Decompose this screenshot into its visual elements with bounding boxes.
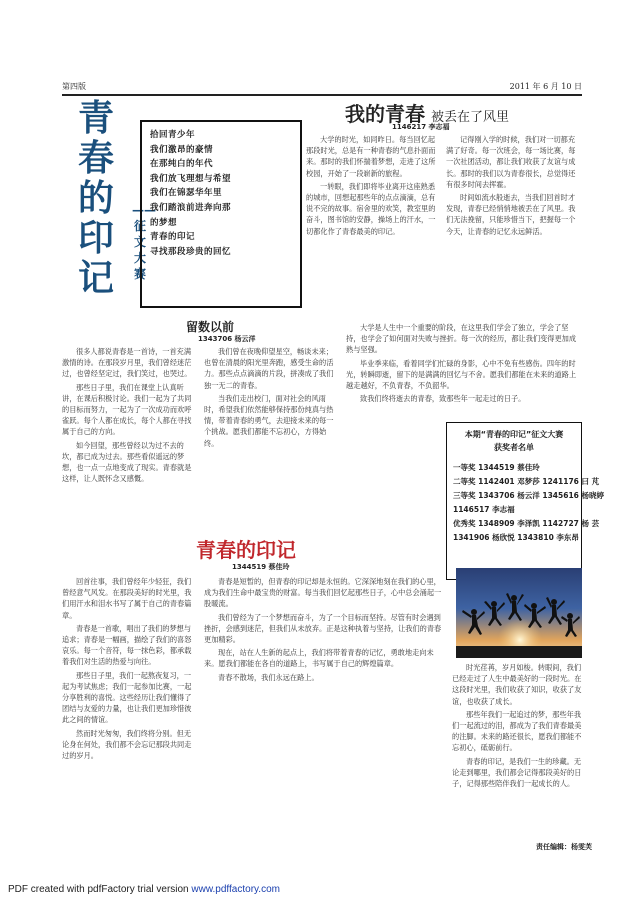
article3-column-3	[452, 662, 582, 836]
poem-line: 我们在锦瑟华年里	[150, 188, 223, 199]
poem-box	[140, 120, 302, 308]
poem-line: 在那纯白的年代	[150, 159, 214, 170]
paragraph: 时光荏苒，岁月如梭。转眼间，我们已经走过了人生中最美好的一段时光。在这段时光里，我们收获了知识，收获了友谊，也收获了成长。	[452, 663, 582, 706]
page-header	[62, 80, 582, 94]
article2-column-2	[204, 346, 340, 524]
paragraph: 青春不散场，我们永远在路上。	[218, 672, 319, 682]
article1-title-main: 我的青春	[345, 102, 425, 126]
article2-byline: 1343706 杨云洋	[198, 335, 256, 343]
poem-line: 我们放飞理想与希望	[150, 173, 232, 184]
paragraph: 我们曾经为了一个梦想而奋斗，为了一个目标而坚持。尽管有时会遇到挫折，会感到迷茫，但我们从未放弃。正是这种执着与坚持，让我们的青春更加精彩。	[204, 612, 442, 645]
paragraph: 很多人都说青春是一首诗，一首充满激情的诗。在那段岁月里，我们曾经迷茫过，也曾经坚定过，我们笑过，也哭过。	[62, 347, 192, 379]
paragraph: 那些日子里，我们一起熬夜复习，一起为考试焦虑；我们一起参加比赛，一起分享胜利的喜悦。这些经历让我们懂得了团结与友爱的力量，也让我们更加珍惜彼此之间的情谊。	[62, 670, 192, 725]
article1-column-3	[346, 322, 582, 418]
issue-date: 2011 年 6 月 10 日	[509, 82, 582, 91]
poem-line: 寻找那段珍贵的回忆	[150, 246, 232, 257]
paragraph: 如今回望，那些曾经以为过不去的坎，都已成为过去。那些看似遥远的梦想，也一点一点地变成了现实。青春就是这样，让人既怀念又感慨。	[62, 440, 192, 484]
article1-column-2	[446, 134, 582, 314]
paragraph: 那些年我们一起追过的梦，那些年我们一起流过的泪，都成为了我们青春最美的注脚。未来的路还很长，愿我们都能不忘初心，砥砺前行。	[452, 709, 582, 753]
article1-title-sub: 被丢在了风里	[431, 110, 510, 125]
article3-column-1	[62, 576, 198, 836]
masthead-char: 春	[77, 137, 114, 179]
award-row: 1146517 李志福	[453, 505, 515, 514]
paragraph: 致我们终将逝去的青春，致那些年一起走过的日子。	[360, 394, 526, 404]
paragraph: 青春的印记，是我们一生的珍藏。无论走到哪里，我们都会记得那段美好的日子，记得那些陪伴我们一起成长的人。	[452, 756, 582, 789]
poem-line: 我们踏浪前进奔向那	[150, 202, 232, 213]
article2-column-1	[62, 346, 198, 524]
jumping-silhouettes-photo	[456, 568, 582, 658]
award-title: 本期“青春的印记”征文大赛	[464, 430, 564, 439]
header-rule	[62, 94, 582, 96]
award-row: 1341906 杨欣悦 1343810 李东昂	[453, 533, 579, 542]
paragraph: 然而时光匆匆，我们终将分别。但无论身在何处，我们都不会忘记那段共同走过的岁月。	[62, 728, 192, 761]
article3-byline: 1344519 蔡佳玲	[232, 563, 290, 571]
poem-line: 的梦想	[150, 217, 178, 228]
article3-column-2	[204, 576, 444, 836]
pdffactory-link[interactable]: www.pdffactory.com	[191, 884, 280, 895]
masthead-char: 记	[77, 257, 114, 299]
paragraph: 青春是一首歌，唱出了我们的梦想与追求；青春是一幅画，描绘了我们的喜怒哀乐。每一个音符，每一抹色彩，都承载着我们对生活的热爱与向往。	[62, 623, 192, 667]
article1-byline: 1146217 李志福	[392, 123, 450, 131]
paragraph: 现在，站在人生新的起点上，我们将带着青春的记忆，勇敢地走向未来。愿我们都能在各自的道路上，书写属于自己的辉煌篇章。	[204, 648, 434, 669]
paragraph: 一转眼，我们即将毕业离开这座熟悉的城市，回想起那些年的点点滴滴，总有说不完的故事。宿舍里的欢笑，教室里的奋斗，图书馆的安静，操场上的汗水，一切都化作了青春最美的印记。	[306, 181, 436, 236]
paragraph: 大学是人生中一个重要的阶段，在这里我们学会了独立，学会了坚持，也学会了如何面对失败与挫折。每一次的经历，都让我们变得更加成熟与坚强。	[346, 323, 577, 355]
paragraph: 毕业季来临，看着同学们忙碌的身影，心中不免有些感伤。四年的时光，转瞬即逝，留下的是满满的回忆与不舍。愿我们都能在未来的道路上越走越好，不负青春，不负韶华。	[346, 358, 577, 391]
paragraph: 时间如流水般逝去，当我们回首时才发现，青春已经悄悄地被丢在了风里。我们无法挽留，只能珍惜当下，把握每一个今天，让青春的记忆永远鲜活。	[446, 193, 576, 236]
editor-credit: 责任编辑：杨雯芙	[536, 843, 592, 851]
paragraph: 回首往事，我们曾经年少轻狂，我们曾经意气风发。在那段美好的时光里，我们用汗水和泪水书写了属于自己的青春篇章。	[62, 577, 192, 620]
paragraph: 记得刚入学的时候，我们对一切都充满了好奇。每一次班会，每一场比赛，每一次社团活动，都让我们收获了友谊与成长。那时的我们以为青春很长，总觉得还有很多时间去挥霍。	[446, 135, 576, 189]
paragraph: 我们曾在夜晚仰望星空，畅谈未来；也曾在清晨的阳光里奔跑，感受生命的活力。那些点点滴滴的片段，拼凑成了我们独一无二的青春。	[204, 347, 334, 390]
paragraph: 青春是短暂的，但青春的印记却是永恒的。它深深地刻在我们的心里，成为我们生命中最宝贵的财富。每当我们回忆起那些日子，心中总会涌起一股暖流。	[204, 577, 442, 609]
page-number: 第四版	[62, 82, 86, 91]
masthead-char: 青	[77, 97, 114, 139]
award-row: 优秀奖 1348909 李泽凯 1142727 杨 芸	[453, 519, 600, 528]
paragraph: 那些日子里，我们在课堂上认真听讲，在课后积极讨论。我们一起为了共同的目标而努力，一起为了一次成功而欢呼雀跃。每个人都在成长，每个人都在寻找属于自己的方向。	[62, 382, 192, 437]
masthead-subtitle: ——征文大赛	[132, 203, 156, 281]
article2-title: 留数以前	[186, 320, 235, 334]
masthead-title	[64, 98, 128, 308]
photo-illustration	[456, 568, 582, 658]
article1-column-1	[306, 134, 440, 314]
masthead-char: 印	[77, 217, 114, 259]
poem-line: 我们激昂的豪情	[150, 144, 214, 155]
masthead-char: 的	[77, 177, 114, 219]
pdf-footer	[8, 884, 280, 895]
article3-title: 青春的印记	[196, 538, 296, 562]
award-list-box	[446, 422, 605, 580]
paragraph: 当我们走出校门，面对社会的风雨时，希望我们依然能够保持那份纯真与热情，带着青春的勇气，去迎接未来的每一个挑战。愿我们都能不忘初心，方得始终。	[204, 393, 334, 448]
award-row: 三等奖 1343706 杨云洋 1345616 杨晓婷	[453, 491, 605, 500]
paragraph: 大学的时光，如同昨日。每当回忆起那段时光，总是有一种青春的气息扑面而来。那时的我们怀揣着梦想，走进了这所校园，开始了一段崭新的旅程。	[306, 135, 436, 178]
award-row: 二等奖 1142401 邓梦莎 1241176 曰 芃	[453, 477, 600, 486]
poem-line: 青春的印记	[150, 232, 196, 243]
award-subtitle: 获奖者名单	[494, 443, 534, 452]
poem-line: 拾回青少年	[150, 130, 196, 140]
pdf-footer-text: PDF created with pdfFactory trial version	[8, 884, 192, 895]
award-row: 一等奖 1344519 蔡佳玲	[453, 463, 540, 472]
